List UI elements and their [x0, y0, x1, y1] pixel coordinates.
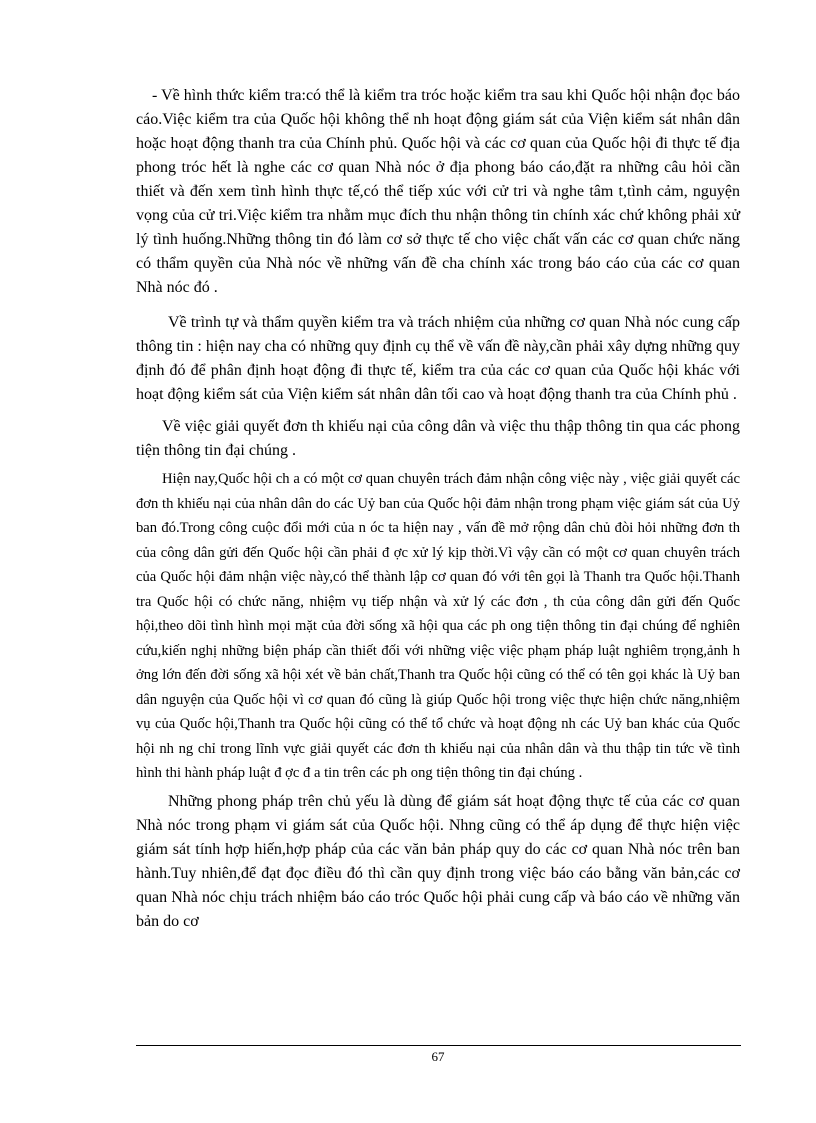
footer-divider: [136, 1045, 741, 1046]
paragraph-complaints-heading: Về việc giải quyết đơn th khiếu nại của công dân và việc thu thập thông tin qua các phong tiện thông tin đại chúng .: [136, 418, 740, 459]
paragraph-inspection-procedure: Về trình tự và thẩm quyền kiểm tra và trách nhiệm của những cơ quan Nhà nóc cung cấp thông tin : hiện nay cha có những quy định cụ thể về vấn đề này,cần phải xây dựng những quy định đó để phân định hoạt động đi thực tế, kiểm tra của các cơ quan của Quốc hội khác với hoạt động kiểm sát của Viện kiểm sát nhân dân tối cao và hoạt động thanh tra của Chính phủ .: [136, 314, 740, 403]
body-text: [136, 84, 740, 934]
paragraph-national-assembly-inspectorate: Hiện nay,Quốc hội ch a có một cơ quan chuyên trách đảm nhận công việc này , việc giải quyết các đơn th khiếu nại của nhân dân do các Uỷ ban của Quốc hội đảm nhận trong phạm việc giám sát của Uỷ ban đó.Trong công cuộc đổi mới của n óc ta hiện nay , vấn đề mở rộng dân chủ đòi hỏi những đơn th của công dân gửi đến Quốc hội cần phải đ ợc xử lý kịp thời.Vì vậy cần có một cơ quan chuyên trách của Quốc hội đảm nhận việc này,có thể thành lập cơ quan đó với tên gọi là Thanh tra Quốc hội.Thanh tra Quốc hội có chức năng, nhiệm vụ tiếp nhận và xử lý các đơn , th của công dân gửi đến Quốc hội,theo dõi tình hình mọi mặt của đời sống xã hội qua các ph ong tiện thông tin đại chúng để nghiên cứu,kiến nghị những biện pháp cần thiết đối với những việc việc phạm pháp luật nghiêm trọng,ảnh h ởng lớn đến đời sống xã hội xét về bản chất,Thanh tra Quốc hội cũng có thể có tên gọi khác là Uỷ ban dân nguyện của Quốc hội vì cơ quan đó cũng là giúp Quốc hội trong việc thực hiện chức năng,nhiệm vụ của Quốc hội,Thanh tra Quốc hội cũng có thể tổ chức và hoạt động nh các Uỷ ban khác của Quốc hội nh ng chỉ trong lĩnh vực giải quyết các đơn th khiếu nại của nhân dân và thu thập tin tức về tình hình thi hành pháp luật đ ợc đ a tin trên các ph ong tiện thông tin đại chúng .: [136, 471, 740, 781]
paragraph-supervision-methods: Những phong pháp trên chủ yếu là dùng để giám sát hoạt động thực tế của các cơ quan Nhà nóc trong phạm vi giám sát của Quốc hội. Nhng cũng có thể áp dụng để thực hiện việc giám sát tính hợp hiến,hợp pháp của các văn bản pháp quy do các cơ quan Nhà nóc trên ban hành.Tuy nhiên,để đạt đọc điều đó thì cần quy định trong việc báo cáo bằng văn bản,các cơ quan Nhà nóc chịu trách nhiệm báo cáo tróc Quốc hội phải cung cấp và báo cáo về những văn bản do cơ: [136, 792, 740, 930]
page-number: 67: [431, 1049, 445, 1064]
paragraph-inspection-form: - Về hình thức kiểm tra:có thể là kiểm tra tróc hoặc kiểm tra sau khi Quốc hội nhận đọc báo cáo.Việc kiểm tra của Quốc hội không thể nh hoạt động giám sát của Viện kiểm sát nhân dân hoặc hoạt động thanh tra của Chính phủ. Quốc hội và các cơ quan của Quốc hội đi thực tế địa phong tróc hết là nghe các cơ quan Nhà nóc ở địa phong báo cáo,đặt ra những câu hỏi cần thiết và đến xem tình hình thực tế,có thể tiếp xúc với cử tri và nghe tâm t,tình cảm, nguyện vọng của cử tri.Việc kiểm tra nhằm mục đích thu nhận thông tin chính xác chứ không phải xử lý tình huống.Những thông tin đó làm cơ sở thực tế cho việc chất vấn các cơ quan chức năng có thẩm quyền của Nhà nóc về những vấn đề cha chính xác trong báo cáo của các cơ quan Nhà nóc đó .: [136, 87, 740, 296]
